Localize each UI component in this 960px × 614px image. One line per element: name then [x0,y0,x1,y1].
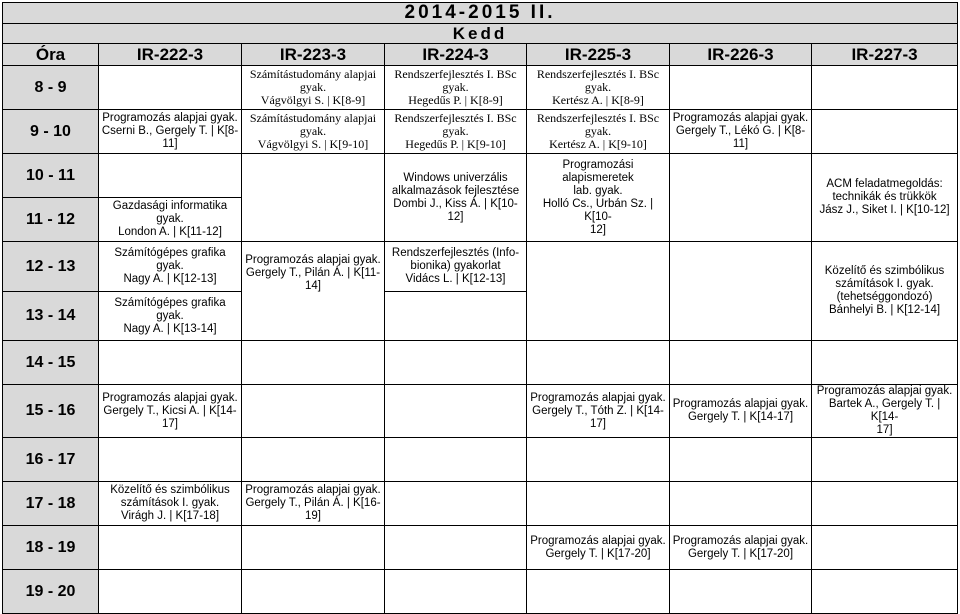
class-entry-line: számítások I. gyak. [120,497,220,509]
class-entry-line: Közelítő és szimbólikus [110,484,230,496]
class-entry [99,110,242,154]
class-entry-line: Rendszerfejlesztés (Info- [391,247,520,259]
class-entry-line: ACM feladatmegoldás: [826,178,943,190]
class-entry-line: számítások I. gyak. [835,278,934,290]
class-entry-line: Gergely T. | K[17-20] [687,547,794,560]
class-entry-line: Programozás alapjai gyak. [672,398,809,410]
class-entry-line: Számítógépes grafika gyak. [114,296,226,322]
empty-cell [670,438,812,482]
empty-cell [670,482,812,526]
time-slot: 16 - 17 [3,438,99,482]
empty-cell [385,482,527,526]
time-slot: 13 - 14 [3,292,99,341]
class-entry [385,242,527,292]
class-entry-line: Számítástudomány alapjai [249,67,377,81]
room-header: IR-226-3 [670,44,812,66]
time-slot: 10 - 11 [3,154,99,198]
empty-cell [812,341,958,385]
class-entry-line: gyak. [299,80,327,94]
time-slot: 11 - 12 [3,198,99,242]
class-entry-line: Programozás alapjai gyak. [530,391,666,404]
class-entry-line: Nagy A. | K[12-13] [123,273,217,285]
time-slot: 12 - 13 [3,242,99,292]
empty-cell [242,570,385,614]
class-entry [670,110,812,154]
class-entry-line: alkalmazások fejlesztése [391,184,520,197]
class-entry-line: lab. gyak. [573,184,623,197]
class-entry-line: Programozás alapjai gyak. [530,534,666,547]
class-entry-line: Windows univerzális [403,171,508,184]
class-entry [99,385,242,438]
class-entry-line: Jász J., Siket I. | K[10-12] [819,204,950,216]
empty-cell [812,482,958,526]
class-entry-line: Gergely T., Tóth Z. | K[14-17] [532,404,664,430]
empty-cell [812,438,958,482]
class-entry-line: Rendszerfejlesztés I. BSc [394,67,517,81]
class-entry-line: Programozás alapjai gyak. [672,112,809,124]
timetable [2,2,958,614]
class-entry [242,66,385,110]
class-entry-line: gyak. [584,80,612,94]
class-entry-line: gyak. [299,124,327,138]
class-entry-line: Vágvölgyi S. | K[8-9] [260,93,366,107]
empty-cell [99,438,242,482]
class-entry [812,154,958,242]
class-entry-line: Számítógépes grafika gyak. [114,247,226,272]
time-slot: 9 - 10 [3,110,99,154]
class-entry-line: gyak. [442,80,469,94]
empty-cell [670,154,812,242]
class-entry-line: Programozás alapjai gyak. [672,534,809,547]
class-entry [385,66,527,110]
class-entry [385,154,527,242]
room-header: IR-225-3 [527,44,670,66]
empty-cell [242,526,385,570]
class-entry-line: Gergely T. | K[14-17] [687,411,794,423]
empty-cell [99,526,242,570]
time-slot: 19 - 20 [3,570,99,614]
class-entry [670,526,812,570]
empty-cell [385,526,527,570]
empty-cell [242,341,385,385]
class-entry-line: Rendszerfejlesztés I. BSc [394,111,517,125]
class-entry [812,242,958,341]
class-entry-line: Virágh J. | K[17-18] [120,510,220,522]
class-entry [527,526,670,570]
class-entry [99,292,242,341]
empty-cell [527,242,670,341]
day-title: Kedd [3,24,958,44]
class-entry-line: Gergely T. | K[17-20] [545,547,651,560]
time-slot: 15 - 16 [3,385,99,438]
corner-label: Óra [3,44,99,66]
empty-cell [242,154,385,242]
empty-cell [242,438,385,482]
class-entry-line: Rendszerfejlesztés I. BSc [536,67,660,81]
class-entry-line: bionika) gyakorlat [410,260,501,272]
empty-cell [670,570,812,614]
empty-cell [99,570,242,614]
room-header: IR-222-3 [99,44,242,66]
room-header: IR-227-3 [812,44,958,66]
time-slot: 8 - 9 [3,66,99,110]
empty-cell [670,66,812,110]
room-header: IR-223-3 [242,44,385,66]
empty-cell [385,292,527,341]
class-entry-line: Programozás alapjai gyak. [102,391,238,404]
class-entry [99,242,242,292]
class-entry [527,385,670,438]
class-entry [812,385,958,438]
empty-cell [670,341,812,385]
class-entry-line: Számítástudomány alapjai [249,111,377,125]
class-entry-line: Dombi J., Kiss Á. | K[10-12] [393,197,518,223]
empty-cell [385,438,527,482]
class-entry-line: Cserni B., Gergely T. | K[8-11] [101,125,239,150]
empty-cell [99,66,242,110]
empty-cell [527,482,670,526]
class-entry [242,110,385,154]
empty-cell [812,66,958,110]
class-entry-line: Gergely T., Lékó G. | K[8-11] [675,125,806,150]
empty-cell [812,110,958,154]
time-slot: 17 - 18 [3,482,99,526]
class-entry-line: Közelítő és szimbólikus [824,265,945,277]
class-entry-line: gyak. [442,124,469,138]
class-entry-line: Rendszerfejlesztés I. BSc [536,111,660,125]
empty-cell [527,438,670,482]
empty-cell [812,526,958,570]
empty-cell [527,570,670,614]
class-entry-line: Programozás alapjai gyak. [102,112,238,124]
class-entry-line: 17] [876,424,893,436]
class-entry [385,110,527,154]
room-header: IR-224-3 [385,44,527,66]
class-entry [242,482,385,526]
class-entry-line: Hegedűs P. | K[8-9] [408,93,503,107]
class-entry-line: Hegedűs P. | K[9-10] [405,137,506,151]
class-entry [527,66,670,110]
time-slot: 18 - 19 [3,526,99,570]
class-entry-line: Bartek A., Gergely T. | K[14- [828,398,941,423]
class-entry-line: gyak. [584,124,612,138]
class-entry-line: Vágvölgyi S. | K[9-10] [257,137,369,151]
empty-cell [385,570,527,614]
class-entry-line: Kertész A. | K[8-9] [552,93,644,107]
class-entry-line: Gergely T., Pilán Á. | K[16-19] [245,497,381,522]
class-entry-line: Bánhelyi B. | K[12-14] [829,304,941,316]
class-entry-line: (tehetséggondozó) [836,291,933,303]
class-entry-line: Programozás alapjai gyak. [245,484,381,496]
empty-cell [385,385,527,438]
class-entry-line: technikák és trükkök [832,191,937,203]
class-entry [670,385,812,438]
class-entry-line: Programozás alapjai gyak. [245,254,381,266]
empty-cell [242,385,385,438]
class-entry-line: Gergely T., Pilán Á. | K[11-14] [245,267,381,292]
time-slot: 14 - 15 [3,341,99,385]
class-entry-line: Vidács L. | K[12-13] [405,273,506,285]
empty-cell [99,341,242,385]
class-entry-line: Gergely T., Kicsi A. | K[14-17] [103,404,237,430]
class-entry [99,482,242,526]
class-entry-line: Holló Cs., Urbán Sz. | K[10- [542,197,654,223]
empty-cell [527,341,670,385]
class-entry-line: Kertész A. | K[9-10] [549,137,647,151]
empty-cell [812,570,958,614]
class-entry [242,242,385,341]
class-entry-line: 12] [590,223,606,236]
class-entry [527,110,670,154]
empty-cell [99,154,242,198]
class-entry [527,154,670,242]
empty-cell [670,242,812,341]
class-entry-line: Nagy A. | K[13-14] [123,322,217,335]
class-entry-line: London A. | K[11-12] [118,226,222,238]
empty-cell [385,341,527,385]
class-entry [99,198,242,242]
semester-title: 2014-2015 II. [3,3,958,24]
class-entry-line: Gazdasági informatika gyak. [112,200,228,225]
class-entry-line: Programozás alapjai gyak. [816,385,953,397]
class-entry-line: Programozási alapismeretek [562,158,634,184]
